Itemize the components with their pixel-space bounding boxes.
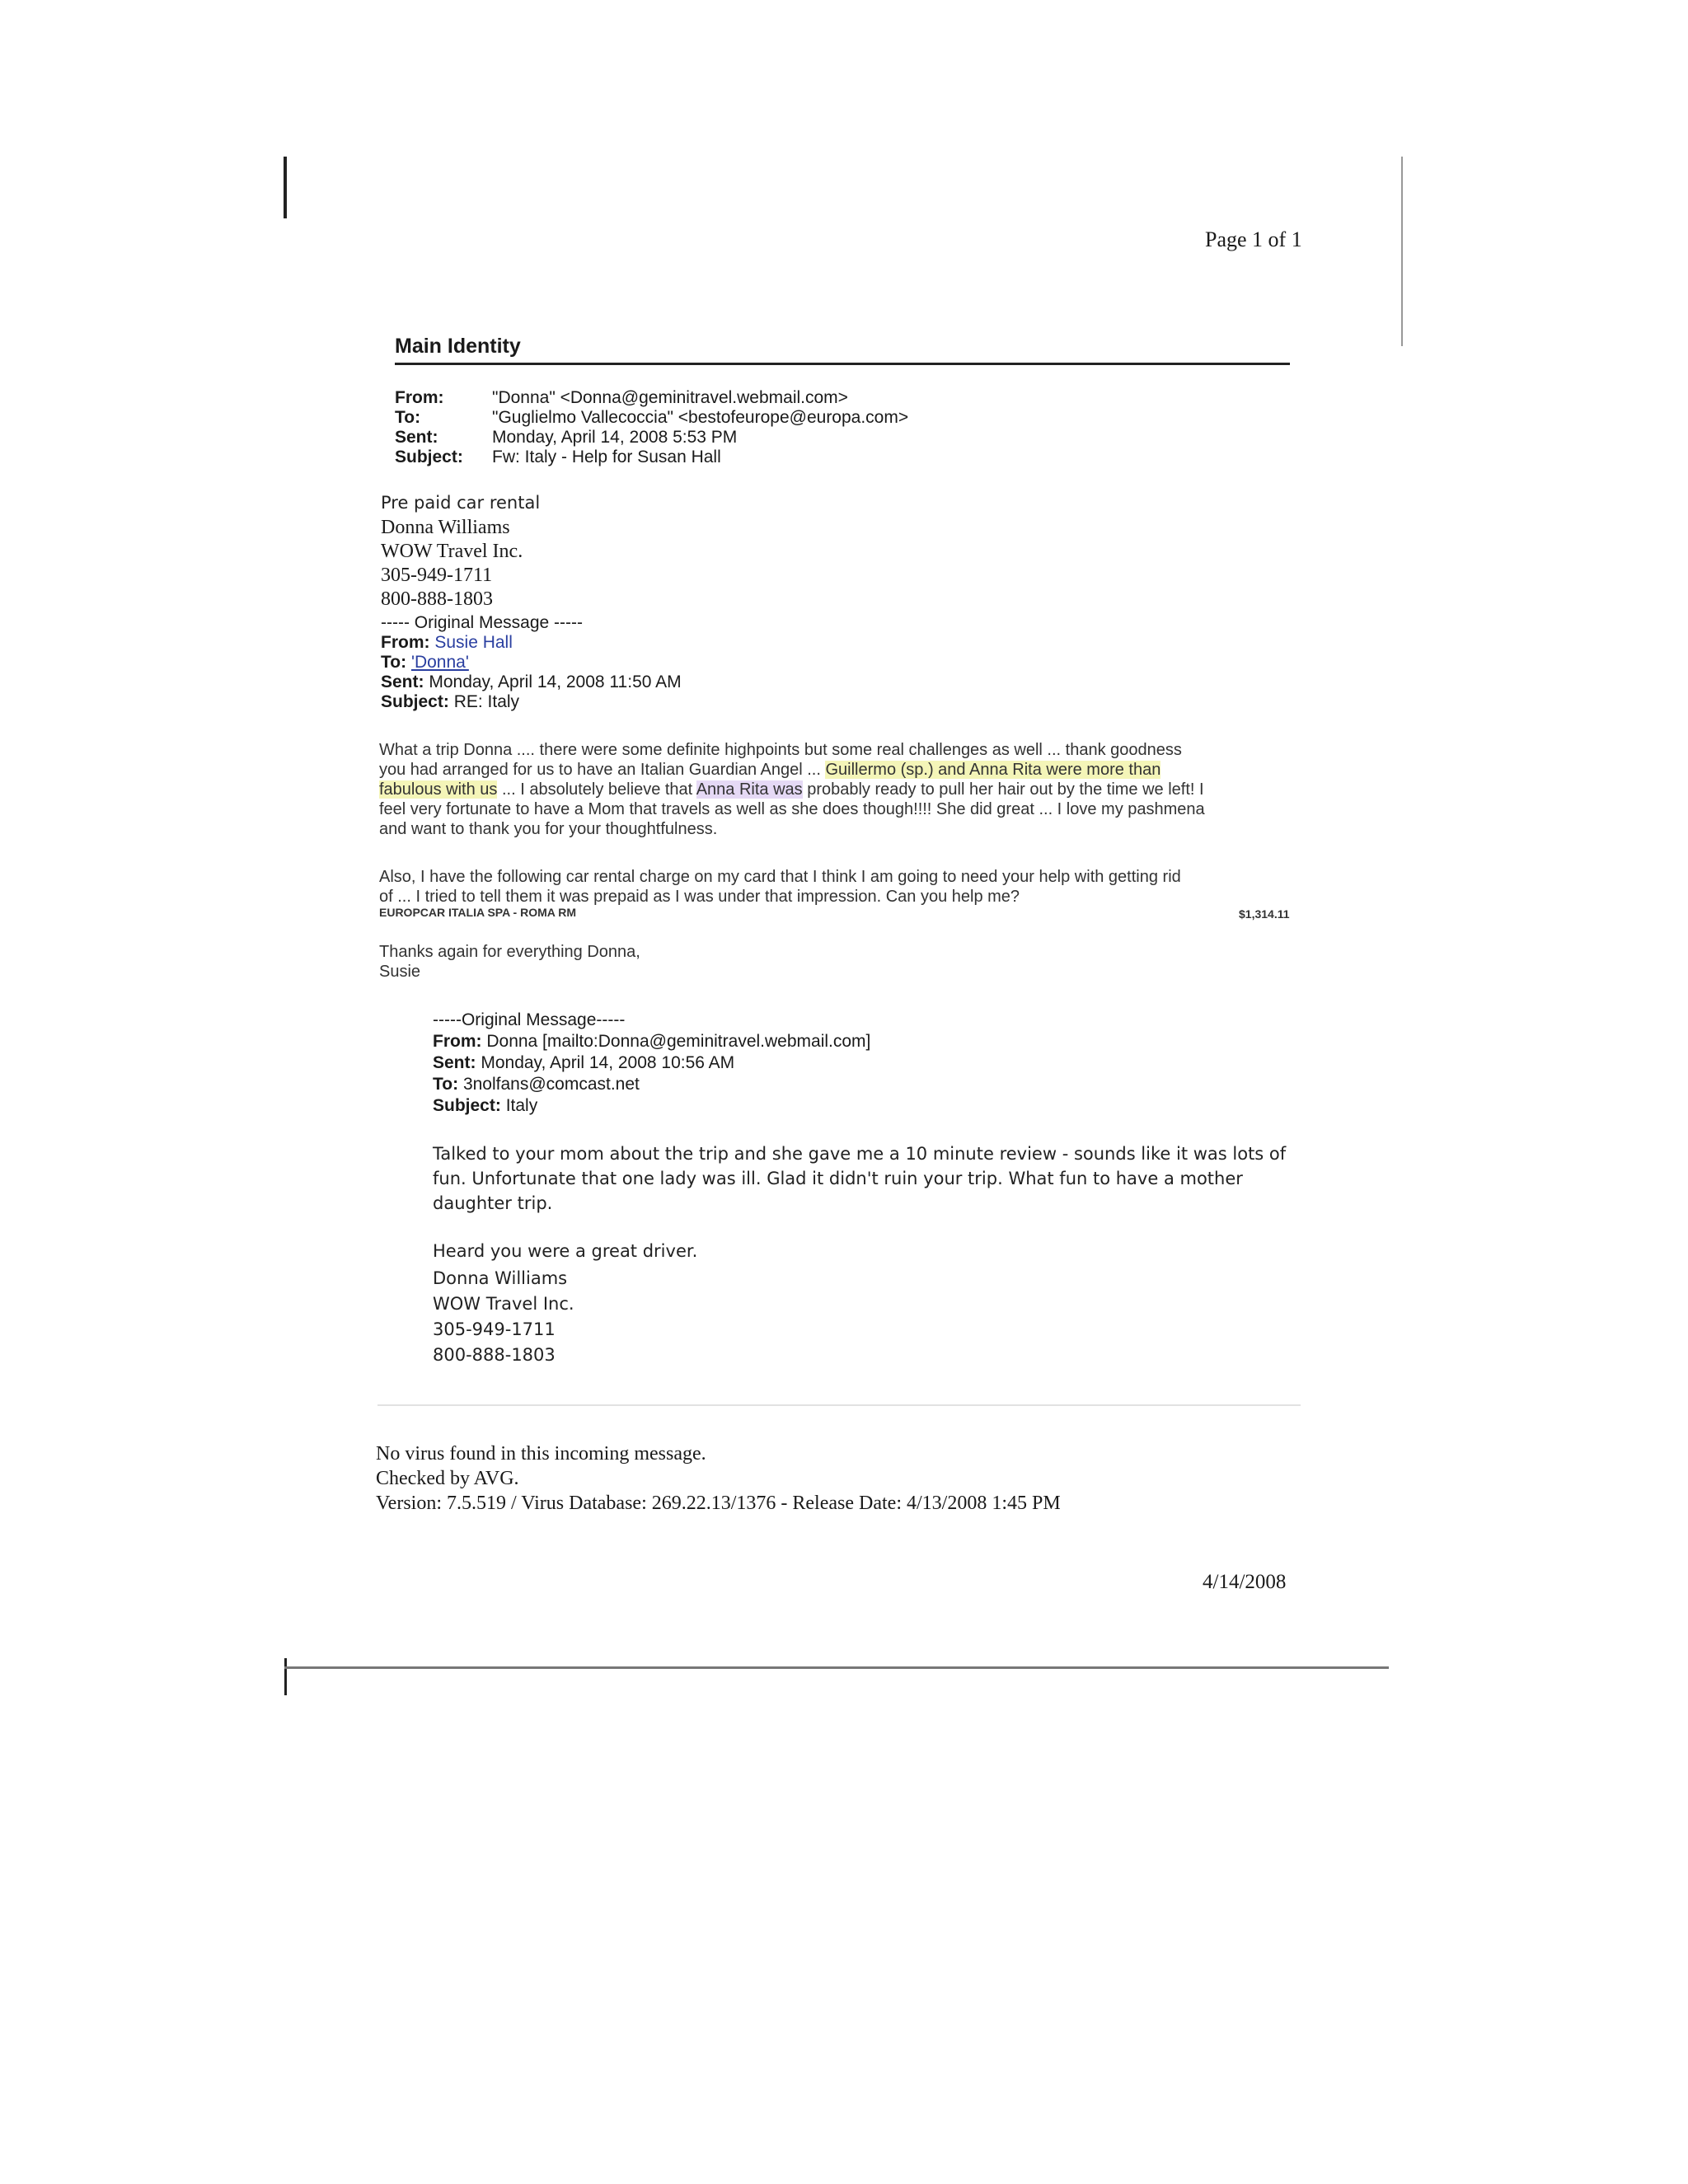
body-text-span: ... I absolutely believe that xyxy=(497,780,696,799)
original-divider: ----- Original Message ----- xyxy=(381,613,584,632)
to-label: To: xyxy=(395,408,421,427)
title-underline xyxy=(395,363,1290,365)
original-from-link[interactable]: Susie Hall xyxy=(434,633,513,652)
body-line xyxy=(379,760,1205,780)
original-sent-row xyxy=(381,673,682,692)
original-from-row xyxy=(381,633,682,653)
closing xyxy=(379,942,640,982)
original-from-label: From: xyxy=(433,1032,482,1051)
original-from-label: From: xyxy=(381,633,430,652)
original-sent-value: Monday, April 14, 2008 11:50 AM xyxy=(429,673,682,691)
original-to-label: To: xyxy=(381,653,407,672)
header-subject-row xyxy=(395,448,908,467)
original-subject-label: Subject: xyxy=(433,1096,501,1115)
charge-amount: $1,314.11 xyxy=(1239,907,1290,921)
from-label: From: xyxy=(395,388,444,407)
highlighted-name: Anna Rita was xyxy=(696,780,803,799)
handwritten-note: Pre paid car rental xyxy=(381,493,541,513)
from-value: "Donna" <Donna@geminitravel.webmail.com> xyxy=(492,388,848,407)
body-line: What a trip Donna .... there were some definite highpoints but some real challenges as well ... thank goodness xyxy=(379,741,1182,759)
original-to-link[interactable]: 'Donna' xyxy=(410,653,469,672)
original-sent-label: Sent: xyxy=(381,673,424,691)
scan-edge-left-bottom xyxy=(284,1658,287,1695)
scan-edge-bottom xyxy=(284,1666,1389,1669)
closing-name: Susie xyxy=(379,963,421,981)
body-line xyxy=(379,780,1205,799)
body-line: feel very fortunate to have a Mom that travels as well as she does though!!!! She did great ... I love my pashmena xyxy=(379,800,1205,818)
signature-company: WOW Travel Inc. xyxy=(381,541,523,562)
original-to-label: To: xyxy=(433,1075,459,1094)
body-line-driver: Heard you were a great driver. xyxy=(433,1241,698,1261)
scan-edge-right xyxy=(1401,157,1403,346)
body-paragraph-2 xyxy=(379,867,1181,907)
signature-block-1 xyxy=(381,516,523,612)
original-to-value: 3nolfans@comcast.net xyxy=(462,1075,640,1094)
body-line: daughter trip. xyxy=(433,1193,553,1213)
original-subject-row xyxy=(381,692,682,712)
sent-label: Sent: xyxy=(395,428,438,447)
closing-line: Thanks again for everything Donna, xyxy=(379,943,640,961)
highlighted-names: Guillermo (sp.) and Anna Rita were more than xyxy=(825,761,1161,779)
original-to-row xyxy=(381,653,682,673)
original-divider: -----Original Message----- xyxy=(433,1010,626,1029)
original-subject-row xyxy=(433,1095,870,1117)
original-to-row xyxy=(433,1074,870,1095)
avg-line: Checked by AVG. xyxy=(376,1468,519,1489)
signature-company: WOW Travel Inc. xyxy=(433,1294,574,1314)
body-line: fun. Unfortunate that one lady was ill. Glad it didn't ruin your trip. What fun to have a mother xyxy=(433,1169,1243,1188)
avg-line: No virus found in this incoming message. xyxy=(376,1443,706,1465)
original-sent-row xyxy=(433,1052,870,1074)
original-from-value: Donna [mailto:Donna@geminitravel.webmail.com] xyxy=(486,1032,871,1051)
charge-merchant: EUROPCAR ITALIA SPA - ROMA RM xyxy=(379,906,577,919)
signature-name: Donna Williams xyxy=(433,1268,568,1288)
original-message-2 xyxy=(433,1010,870,1117)
header-sent-row xyxy=(395,428,908,448)
body-line: Talked to your mom about the trip and she gave me a 10 minute review - sounds like it was lots of xyxy=(433,1144,1287,1164)
signature-phone: 305-949-1711 xyxy=(433,1319,556,1339)
signature-phone-alt: 800-888-1803 xyxy=(433,1345,556,1365)
original-subject-label: Subject: xyxy=(381,692,449,711)
header-from-row xyxy=(395,388,908,408)
body-text-span: probably ready to pull her hair out by the time we left! I xyxy=(802,780,1204,799)
footer-date: 4/14/2008 xyxy=(1203,1571,1287,1593)
page-number: Page 1 of 1 xyxy=(1205,227,1302,251)
avg-line: Version: 7.5.519 / Virus Database: 269.22.13/1376 - Release Date: 4/13/2008 1:45 PM xyxy=(376,1493,1061,1514)
body-line: Also, I have the following car rental charge on my card that I think I am going to need your help with getting rid xyxy=(379,868,1181,886)
original-subject-value: RE: Italy xyxy=(453,692,520,711)
email-header xyxy=(395,388,908,467)
signature-name: Donna Williams xyxy=(381,517,510,538)
message-separator xyxy=(377,1404,1301,1406)
to-value: "Guglielmo Vallecoccia" <bestofeurope@europa.com> xyxy=(492,408,909,427)
header-to-row xyxy=(395,408,908,428)
signature-phone-alt: 800-888-1803 xyxy=(381,588,493,610)
page-title: Main Identity xyxy=(395,335,521,358)
avg-notice xyxy=(376,1441,1061,1516)
signature-phone: 305-949-1711 xyxy=(381,565,493,586)
body-paragraph-3 xyxy=(433,1141,1286,1216)
original-sent-label: Sent: xyxy=(433,1053,476,1072)
body-line: of ... I tried to tell them it was prepaid as I was under that impression. Can you help me? xyxy=(379,888,1020,906)
original-sent-value: Monday, April 14, 2008 10:56 AM xyxy=(481,1053,735,1072)
original-from-row xyxy=(433,1031,870,1052)
body-line: and want to thank you for your thoughtfulness. xyxy=(379,820,718,838)
sent-value: Monday, April 14, 2008 5:53 PM xyxy=(492,428,738,447)
body-text-span: you had arranged for us to have an Italian Guardian Angel ... xyxy=(379,761,826,779)
scan-edge-left-top xyxy=(284,157,287,218)
subject-label: Subject: xyxy=(395,448,463,466)
subject-value: Fw: Italy - Help for Susan Hall xyxy=(492,448,721,466)
original-message-1 xyxy=(381,613,682,712)
signature-block-2 xyxy=(433,1266,574,1368)
highlighted-text: fabulous with us xyxy=(379,780,498,799)
original-subject-value: Italy xyxy=(505,1096,538,1115)
body-paragraph-1 xyxy=(379,740,1205,839)
